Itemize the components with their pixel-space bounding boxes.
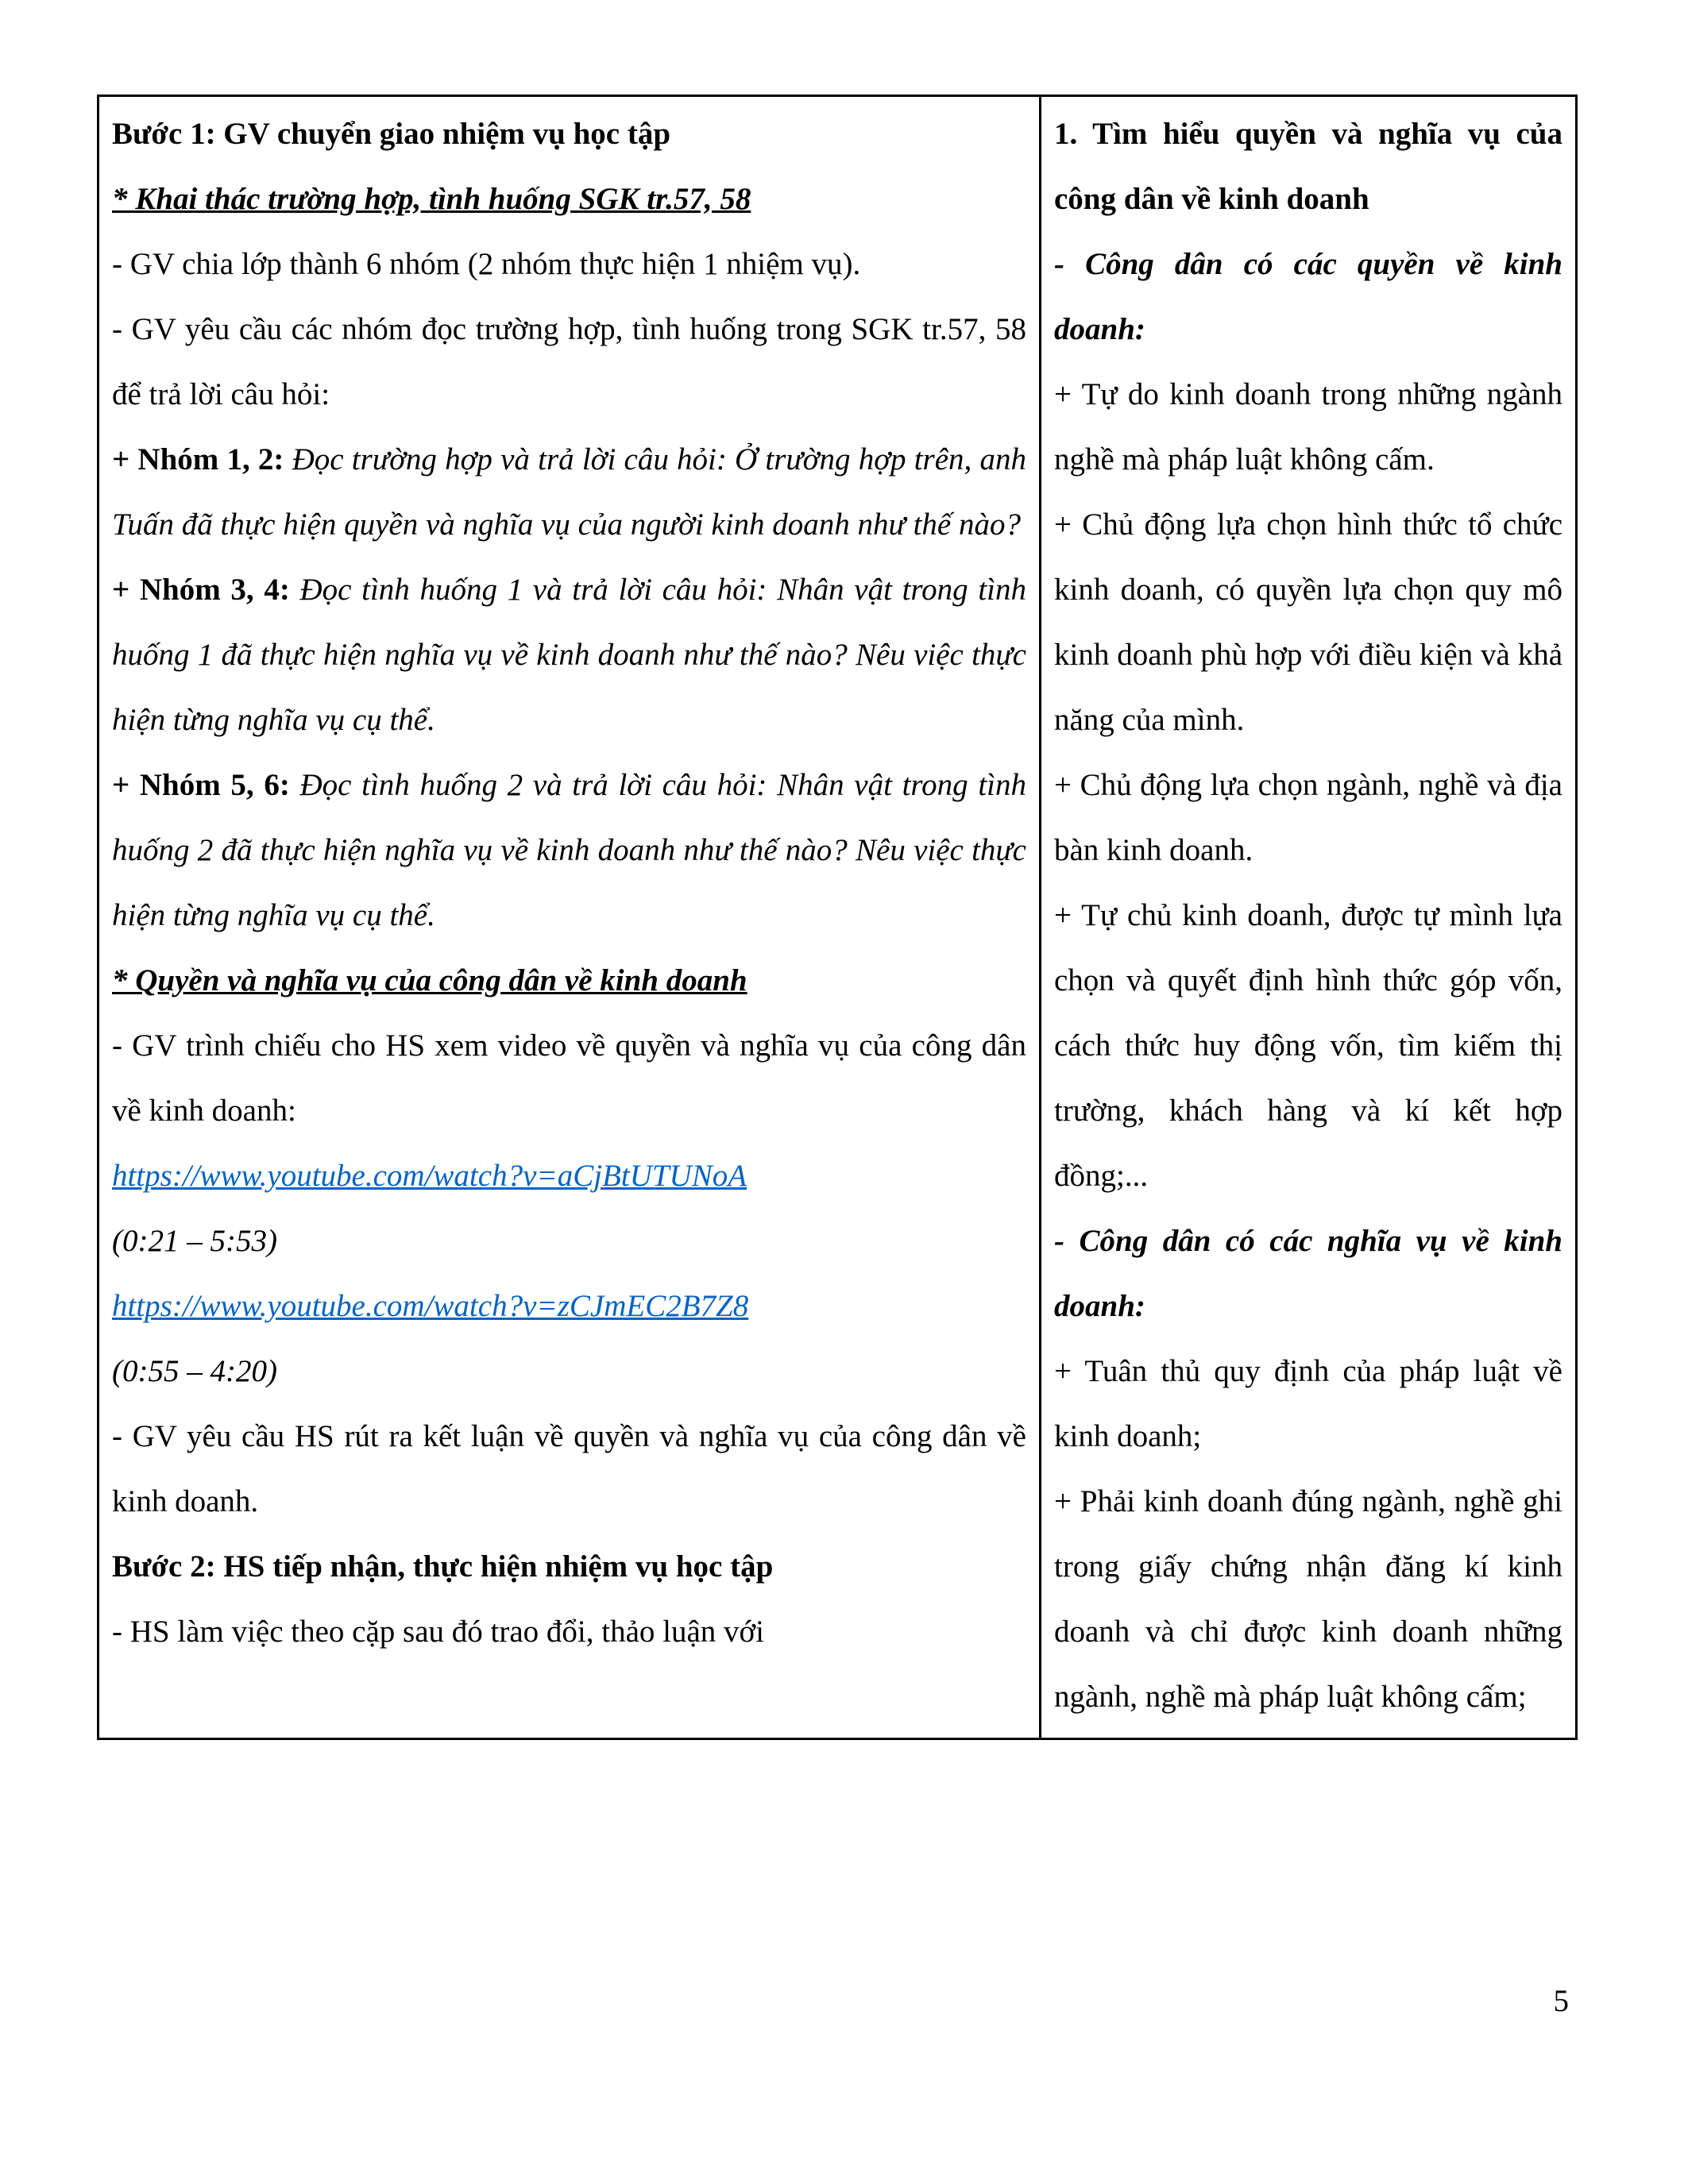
paragraph <box>112 1144 1026 1209</box>
text-run: - GV chia lớp thành 6 nhóm (2 nhóm thực hiện 1 nhiệm vụ). <box>112 247 861 281</box>
hyperlink[interactable]: https://www.youtube.com/watch?v=zCJmEC2B7Z8 <box>112 1289 749 1323</box>
text-run: Đọc tình huống 2 và trả lời câu hỏi: Nhân vật trong tình huống 2 đã thực hiện nghĩa vụ về kinh doanh như thế nào? Nêu việc thực hiện từng nghĩa vụ cụ thể. <box>112 768 1026 932</box>
text-run: + Tự do kinh doanh trong những ngành nghề mà pháp luật không cấm. <box>1054 377 1562 477</box>
paragraph <box>112 1599 1026 1665</box>
page-number: 5 <box>1553 1984 1569 2018</box>
text-run: * Khai thác trường hợp, tình huống SGK tr.57, 58 <box>112 182 751 216</box>
text-run: + Nhóm 3, 4: <box>112 573 300 607</box>
text-run: + Phải kinh doanh đúng ngành, nghề ghi trong giấy chứng nhận đăng kí kinh doanh và chỉ được kinh doanh những ngành, nghề mà pháp luật không cấm; <box>1054 1484 1562 1714</box>
paragraph <box>112 1404 1026 1534</box>
text-run: 1. Tìm hiểu quyền và nghĩa vụ của công dân về kinh doanh <box>1054 117 1562 216</box>
content-column <box>1041 97 1575 1738</box>
text-run: * Quyền và nghĩa vụ của công dân về kinh doanh <box>112 963 747 997</box>
paragraph <box>1054 362 1562 492</box>
paragraph <box>112 1534 1026 1599</box>
text-run: Đọc tình huống 1 và trả lời câu hỏi: Nhân vật trong tình huống 1 đã thực hiện nghĩa vụ về kinh doanh như thế nào? Nêu việc thực hiện từng nghĩa vụ cụ thể. <box>112 573 1026 737</box>
text-run: + Chủ động lựa chọn hình thức tổ chức kinh doanh, có quyền lựa chọn quy mô kinh doanh phù hợp với điều kiện và khả năng của mình. <box>1054 507 1562 737</box>
text-run: Bước 2: HS tiếp nhận, thực hiện nhiệm vụ học tập <box>112 1549 774 1584</box>
text-run: - GV trình chiếu cho HS xem video về quyền và nghĩa vụ của công dân về kinh doanh: <box>112 1028 1026 1128</box>
text-run: Bước 1: GV chuyển giao nhiệm vụ học tập <box>112 117 671 151</box>
text-run: - HS làm việc theo cặp sau đó trao đổi, thảo luận với <box>112 1615 764 1649</box>
paragraph <box>112 1013 1026 1144</box>
text-run: + Nhóm 5, 6: <box>112 768 300 802</box>
text-run: - GV yêu cầu HS rút ra kết luận về quyền và nghĩa vụ của công dân về kinh doanh. <box>112 1419 1026 1518</box>
paragraph <box>112 558 1026 753</box>
paragraph <box>112 102 1026 167</box>
text-run: + Tự chủ kinh doanh, được tự mình lựa chọn và quyết định hình thức góp vốn, cách thức huy động vốn, tìm kiếm thị trường, khách hàng và kí kết hợp đồng;... <box>1054 898 1562 1193</box>
paragraph <box>1054 492 1562 753</box>
lesson-plan-table <box>97 95 1578 1740</box>
text-run: - Công dân có các nghĩa vụ về kinh doanh: <box>1054 1224 1562 1323</box>
paragraph <box>112 1274 1026 1339</box>
paragraph <box>112 753 1026 948</box>
paragraph <box>1054 1339 1562 1469</box>
activities-column <box>99 97 1041 1738</box>
text-run: + Nhóm 1, 2: <box>112 442 292 477</box>
text-run: + Chủ động lựa chọn ngành, nghề và địa bàn kinh doanh. <box>1054 768 1562 867</box>
paragraph <box>1054 883 1562 1209</box>
paragraph <box>1054 1209 1562 1339</box>
text-run: + Tuân thủ quy định của pháp luật về kinh doanh; <box>1054 1354 1562 1453</box>
paragraph <box>1054 753 1562 883</box>
paragraph <box>112 1209 1026 1274</box>
text-run: (0:21 – 5:53) <box>112 1224 277 1258</box>
paragraph <box>112 1339 1026 1404</box>
paragraph <box>112 948 1026 1013</box>
paragraph <box>1054 232 1562 362</box>
paragraph <box>1054 102 1562 232</box>
paragraph <box>112 427 1026 558</box>
paragraph <box>112 297 1026 427</box>
paragraph <box>112 167 1026 232</box>
text-run: - GV yêu cầu các nhóm đọc trường hợp, tình huống trong SGK tr.57, 58 để trả lời câu hỏi: <box>112 312 1026 411</box>
hyperlink[interactable]: https://www.youtube.com/watch?v=aCjBtUTUNoA <box>112 1159 747 1193</box>
text-run: (0:55 – 4:20) <box>112 1354 277 1388</box>
text-run: Đọc trường hợp và trả lời câu hỏi: Ở trường hợp trên, anh Tuấn đã thực hiện quyền và nghĩa vụ của người kinh doanh như thế nào? <box>112 442 1026 542</box>
paragraph <box>1054 1469 1562 1730</box>
paragraph <box>112 232 1026 297</box>
text-run: - Công dân có các quyền về kinh doanh: <box>1054 247 1562 346</box>
